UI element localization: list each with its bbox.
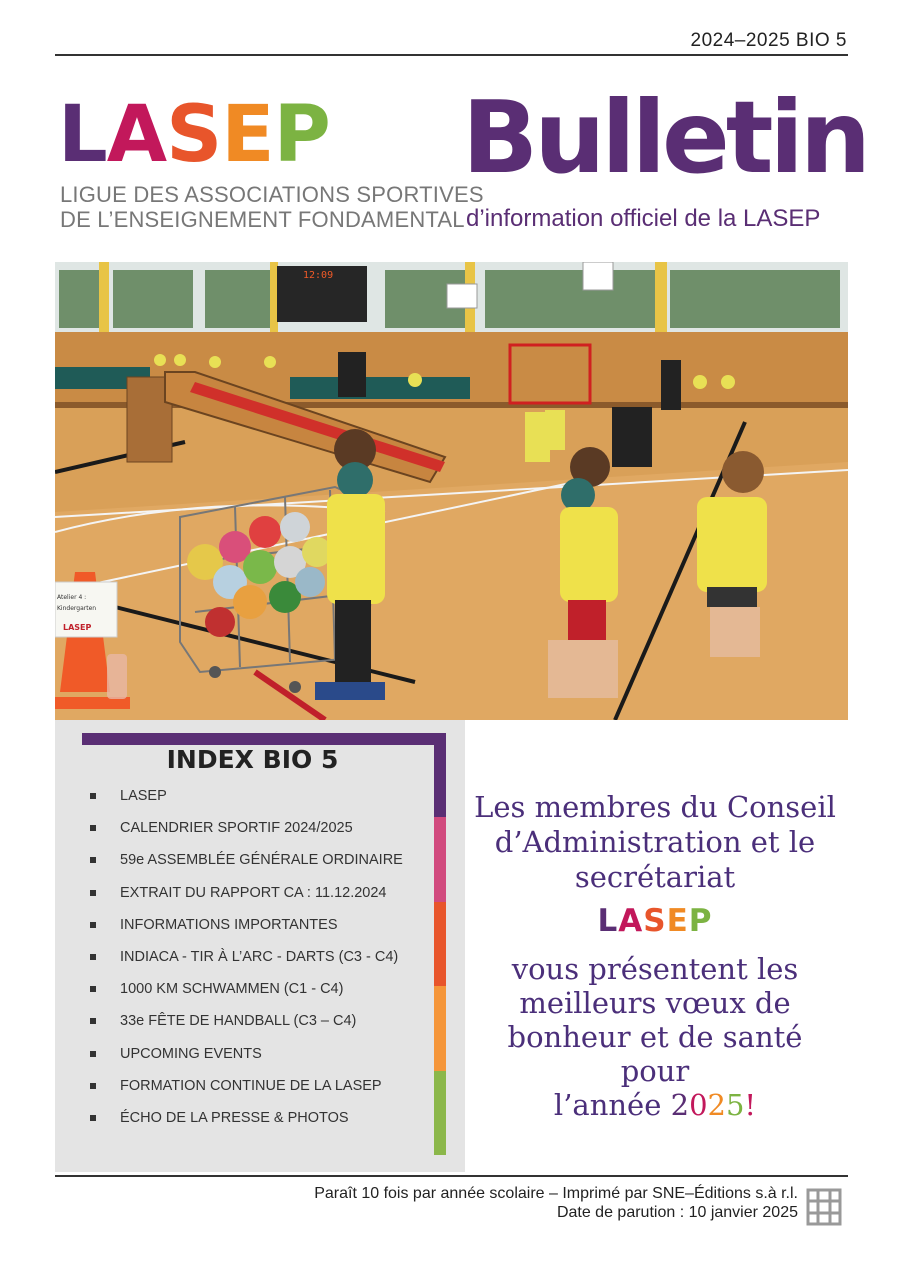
footer (314, 1184, 798, 1222)
logo-subtitle (60, 182, 484, 232)
index-item: 1000 KM SCHWAMMEN (C1 - C4) (88, 979, 403, 1011)
index-item: UPCOMING EVENTS (88, 1044, 403, 1076)
index-item: FORMATION CONTINUE DE LA LASEP (88, 1076, 403, 1108)
index-item: EXTRAIT DU RAPPORT CA : 11.12.2024 (88, 883, 403, 915)
scoreboard-text: 12:09 (303, 270, 334, 281)
bulletin-title: Bulletin (462, 79, 868, 196)
sign-line-2: Kindergarten (57, 605, 97, 612)
greeting-line-5: meilleurs vœux de (519, 986, 791, 1020)
index-item: 59e ASSEMBLÉE GÉNÉRALE ORDINAIRE (88, 850, 403, 882)
index-stripe (434, 902, 446, 986)
year-digit-0: 2 (670, 1088, 690, 1122)
greeting-year-prefix: l’année (553, 1088, 671, 1122)
index-item: ÉCHO DE LA PRESSE & PHOTOS (88, 1108, 403, 1140)
greeting-year (671, 1088, 745, 1122)
greeting-intro (470, 790, 840, 895)
index-stripe (434, 733, 446, 817)
greeting-logo-letter-3: E (666, 903, 689, 939)
sign-line-3: LASEP (63, 623, 92, 632)
logo-subtitle-line2: DE L’ENSEIGNEMENT FONDAMENTAL (60, 207, 465, 232)
index-title: INDEX BIO 5 (166, 745, 339, 774)
greeting-line-2: d’Administration et le (494, 825, 816, 859)
greeting-wishes (470, 952, 840, 1122)
index-stripe (434, 1071, 446, 1155)
index-item: LASEP (88, 786, 403, 818)
cover-photo (55, 262, 848, 720)
index-item: INFORMATIONS IMPORTANTES (88, 915, 403, 947)
footer-line-2: Date de parution : 10 janvier 2025 (556, 1204, 798, 1221)
greeting-logo-letter-0: L (597, 903, 619, 939)
issue-label: 2024–2025 BIO 5 (690, 30, 847, 51)
lasep-logo (58, 90, 330, 180)
logo-letter-0: L (58, 90, 107, 180)
greeting-exclamation: ! (744, 1088, 757, 1122)
greeting-logo-letter-1: A (618, 903, 644, 939)
logo-letter-1: A (106, 90, 167, 180)
index-item: CALENDRIER SPORTIF 2024/2025 (88, 818, 403, 850)
greeting-line-4: vous présentent les (511, 952, 799, 986)
index-item: INDIACA - TIR À L’ARC - DARTS (C3 - C4) (88, 947, 403, 979)
greeting-logo-letter-4: P (688, 903, 713, 939)
greeting-lasep-logo (470, 903, 840, 939)
year-digit-3: 5 (725, 1088, 745, 1122)
index-list (88, 786, 403, 1140)
index-stripe (434, 817, 446, 901)
bulletin-subtitle: d’information officiel de la LASEP (466, 205, 821, 232)
index-stripe (434, 986, 446, 1070)
greeting-line-1: Les membres du Conseil (474, 790, 836, 824)
top-rule (55, 54, 848, 56)
logo-letter-2: S (166, 90, 222, 180)
footer-line-1: Paraît 10 fois par année scolaire – Imprimé par SNE–Éditions s.à r.l. (314, 1185, 798, 1202)
year-digit-2: 2 (707, 1088, 726, 1122)
index-item: 33e FÊTE DE HANDBALL (C3 – C4) (88, 1011, 403, 1043)
year-digit-1: 0 (689, 1088, 708, 1122)
index-frame-top (82, 733, 445, 745)
greeting-logo-letter-2: S (643, 903, 667, 939)
publisher-logo-icon (806, 1188, 842, 1226)
bottom-rule (55, 1175, 848, 1177)
greeting-line-7 (470, 1088, 840, 1122)
logo-subtitle-line1: LIGUE DES ASSOCIATIONS SPORTIVES (60, 182, 484, 207)
greeting-line-3: secrétariat (574, 860, 736, 894)
greeting-line-6: bonheur et de santé pour (507, 1020, 803, 1088)
logo-letter-3: E (221, 90, 274, 180)
logo-letter-4: P (273, 90, 330, 180)
sign-line-1: Atelier 4 : (57, 594, 87, 601)
